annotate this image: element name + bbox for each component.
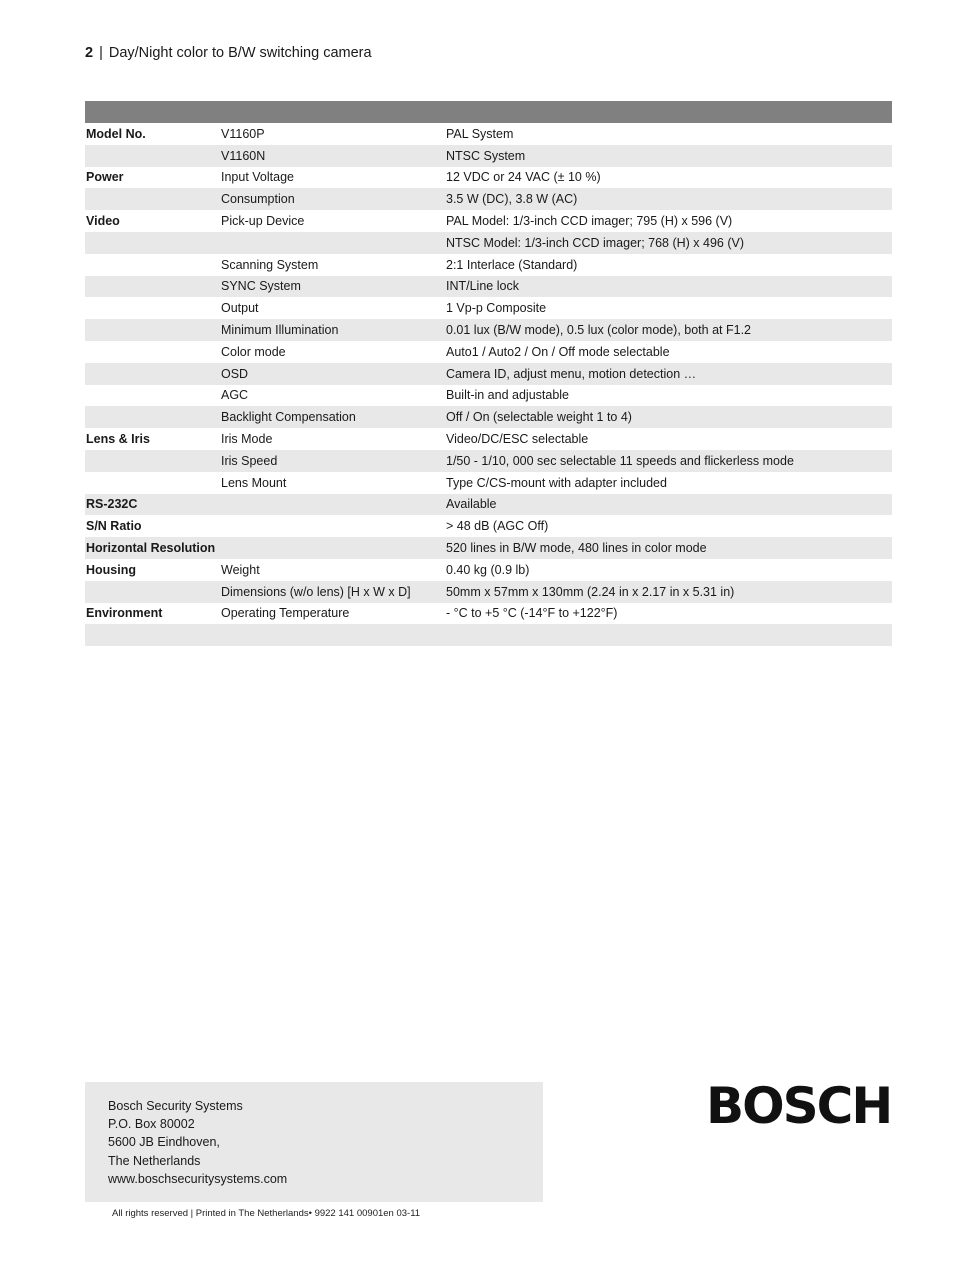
spec-group xyxy=(85,145,220,167)
document-title: Day/Night color to B/W switching camera xyxy=(108,45,372,61)
header-separator: | xyxy=(99,45,103,61)
spec-row xyxy=(85,515,892,537)
spec-item: Dimensions (w/o lens) [H x W x D] xyxy=(220,581,445,603)
spec-item: Input Voltage xyxy=(221,170,294,185)
spec-value: Available xyxy=(445,494,892,516)
spec-value: > 48 dB (AGC Off) xyxy=(446,519,549,534)
spec-group: Housing xyxy=(86,562,136,577)
spec-item xyxy=(220,537,445,559)
address-box xyxy=(85,1082,543,1202)
spec-table xyxy=(85,101,892,646)
spec-group: Environment xyxy=(86,606,163,621)
spec-row xyxy=(85,581,892,603)
spec-item: Iris Mode xyxy=(221,432,273,447)
spec-item: OSD xyxy=(220,363,445,385)
spec-value: 1 Vp-p Composite xyxy=(446,301,547,316)
spec-group xyxy=(85,341,220,363)
page-number: 2 xyxy=(85,45,94,61)
spec-value: 3.5 W (DC), 3.8 W (AC) xyxy=(445,188,892,210)
page-header xyxy=(85,45,372,61)
spec-group: Video xyxy=(86,214,120,229)
spec-table-header-bar xyxy=(85,101,892,123)
spec-row xyxy=(85,472,892,494)
spec-item: Color mode xyxy=(221,344,286,359)
spec-value: 0.40 kg (0.9 lb) xyxy=(446,562,530,577)
spec-row xyxy=(85,167,892,189)
po-box: P.O. Box 80002 xyxy=(108,1117,195,1132)
spec-value: Built-in and adjustable xyxy=(446,388,569,403)
spec-table-footer-bar xyxy=(85,624,892,646)
spec-group xyxy=(85,188,220,210)
spec-item: Weight xyxy=(221,562,260,577)
spec-value: 50mm x 57mm x 130mm (2.24 in x 2.17 in x 5.31 in) xyxy=(445,581,892,603)
spec-value: NTSC Model: 1/3-inch CCD imager; 768 (H) x 496 (V) xyxy=(445,232,892,254)
spec-value: 1/50 - 1/10, 000 sec selectable 11 speeds and flickerless mode xyxy=(445,450,892,472)
spec-group xyxy=(85,232,220,254)
spec-value: - °C to +5 °C (-14°F to +122°F) xyxy=(446,606,618,621)
country: The Netherlands xyxy=(108,1153,201,1168)
spec-item: Lens Mount xyxy=(221,475,287,490)
spec-value: PAL System xyxy=(446,126,514,141)
spec-item xyxy=(220,494,445,516)
spec-item xyxy=(220,515,445,537)
spec-value: INT/Line lock xyxy=(445,276,892,298)
spec-group: S/N Ratio xyxy=(86,519,142,534)
spec-item: Backlight Compensation xyxy=(220,406,445,428)
spec-item: AGC xyxy=(221,388,249,403)
spec-row xyxy=(85,428,892,450)
spec-row xyxy=(85,450,892,472)
spec-item: Iris Speed xyxy=(220,450,445,472)
spec-value: PAL Model: 1/3-inch CCD imager; 795 (H) x 596 (V) xyxy=(446,214,733,229)
spec-row xyxy=(85,363,892,385)
spec-item xyxy=(220,232,445,254)
spec-item: SYNC System xyxy=(220,276,445,298)
spec-row xyxy=(85,297,892,319)
spec-item: Pick-up Device xyxy=(221,214,305,229)
spec-group xyxy=(85,297,220,319)
spec-row xyxy=(85,406,892,428)
spec-group: Model No. xyxy=(86,126,146,141)
spec-item: Scanning System xyxy=(221,257,319,272)
website-link[interactable]: www.boschsecuritysystems.com xyxy=(108,1171,288,1186)
spec-item: Operating Temperature xyxy=(221,606,350,621)
spec-row xyxy=(85,123,892,145)
spec-item: Minimum Illumination xyxy=(220,319,445,341)
spec-group: RS-232C xyxy=(85,494,220,516)
company-name: Bosch Security Systems xyxy=(108,1099,243,1113)
spec-group xyxy=(85,319,220,341)
spec-row xyxy=(85,276,892,298)
footnote: All rights reserved | Printed in The Netherlands• 9922 141 00901en 03-11 xyxy=(112,1208,421,1219)
spec-value: 520 lines in B/W mode, 480 lines in color mode xyxy=(445,537,892,559)
spec-group: Horizontal Resolution xyxy=(85,537,220,559)
spec-row xyxy=(85,254,892,276)
spec-group xyxy=(85,450,220,472)
spec-group xyxy=(85,406,220,428)
spec-row xyxy=(85,232,892,254)
spec-value: Video/DC/ESC selectable xyxy=(446,432,589,447)
spec-group xyxy=(85,276,220,298)
spec-row xyxy=(85,603,892,625)
spec-value: 2:1 Interlace (Standard) xyxy=(446,257,578,272)
spec-item: V1160P xyxy=(221,126,265,141)
spec-value: Auto1 / Auto2 / On / Off mode selectable xyxy=(446,344,670,359)
spec-row xyxy=(85,494,892,516)
spec-value: 12 VDC or 24 VAC (± 10 %) xyxy=(446,170,601,185)
spec-group xyxy=(85,363,220,385)
spec-value: 0.01 lux (B/W mode), 0.5 lux (color mode), both at F1.2 xyxy=(445,319,892,341)
spec-row xyxy=(85,537,892,559)
spec-row xyxy=(85,559,892,581)
spec-group: Power xyxy=(86,170,124,185)
spec-value: Type C/CS-mount with adapter included xyxy=(446,475,667,490)
spec-group xyxy=(85,472,220,494)
spec-row xyxy=(85,188,892,210)
spec-value: Off / On (selectable weight 1 to 4) xyxy=(445,406,892,428)
spec-group xyxy=(85,385,220,407)
spec-item: Consumption xyxy=(220,188,445,210)
bosch-logo: BOSCH xyxy=(706,1077,892,1135)
spec-row xyxy=(85,341,892,363)
spec-group xyxy=(85,581,220,603)
spec-group: Lens & Iris xyxy=(86,432,150,447)
spec-item: V1160N xyxy=(220,145,445,167)
spec-row xyxy=(85,210,892,232)
spec-group xyxy=(85,254,220,276)
city: 5600 JB Eindhoven, xyxy=(108,1135,220,1150)
spec-value: NTSC System xyxy=(445,145,892,167)
spec-value: Camera ID, adjust menu, motion detection … xyxy=(445,363,892,385)
spec-row xyxy=(85,319,892,341)
spec-row xyxy=(85,385,892,407)
spec-item: Output xyxy=(221,301,259,316)
spec-row xyxy=(85,145,892,167)
